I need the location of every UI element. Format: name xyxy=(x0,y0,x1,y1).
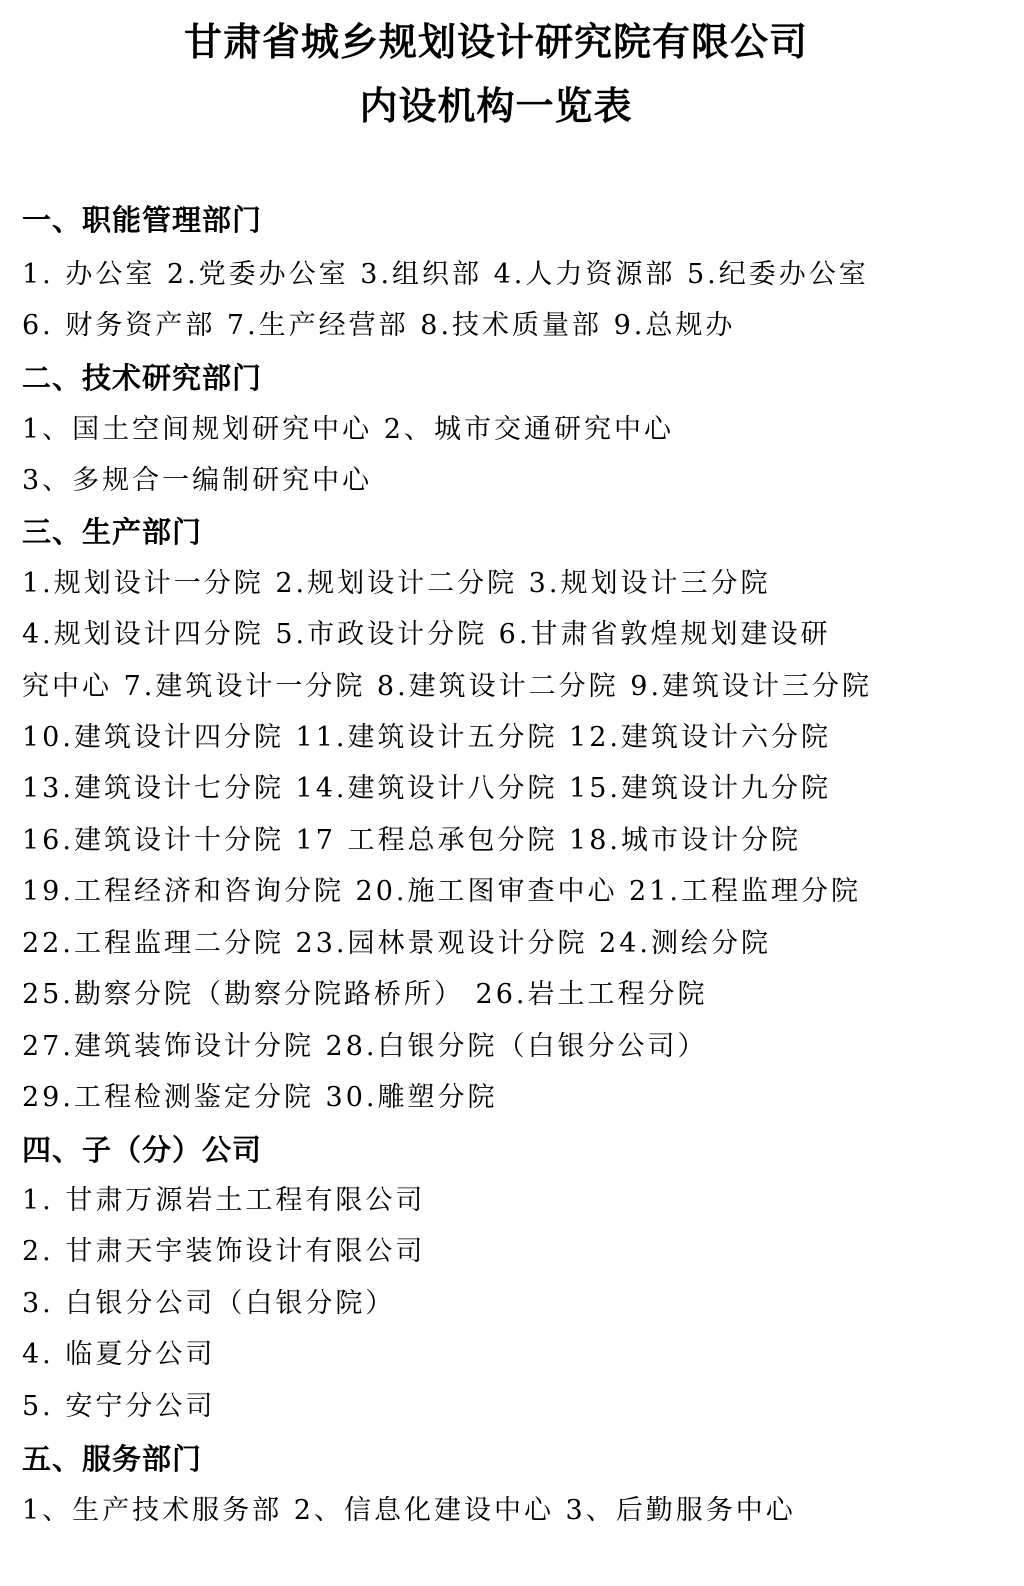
list-line: 4.规划设计四分院 5.市政设计分院 6.甘肃省敦煌规划建设研 xyxy=(22,619,831,650)
list-line: 25.勘察分院（勘察分院路桥所） 26.岩土工程分院 xyxy=(22,979,708,1010)
list-line: 3. 白银分公司（白银分院） xyxy=(22,1288,396,1319)
list-line: 4. 临夏分公司 xyxy=(22,1339,216,1370)
list-line: 3、多规合一编制研究中心 xyxy=(22,465,373,496)
section-heading-subsidiaries: 四、子（分）公司 xyxy=(22,1133,263,1167)
list-line: 1. 甘肃万源岩土工程有限公司 xyxy=(22,1185,426,1216)
section-heading-production: 三、生产部门 xyxy=(22,515,203,549)
list-line: 10.建筑设计四分院 11.建筑设计五分院 12.建筑设计六分院 xyxy=(22,722,831,753)
list-line: 27.建筑装饰设计分院 28.白银分院（白银分公司） xyxy=(22,1031,708,1062)
list-line: 1. 办公室 2.党委办公室 3.组织部 4.人力资源部 5.纪委办公室 xyxy=(22,259,869,290)
list-line: 29.工程检测鉴定分院 30.雕塑分院 xyxy=(22,1082,498,1113)
list-line: 13.建筑设计七分院 14.建筑设计八分院 15.建筑设计九分院 xyxy=(22,773,831,804)
list-line: 6. 财务资产部 7.生产经营部 8.技术质量部 9.总规办 xyxy=(22,310,736,341)
section-heading-management: 一、职能管理部门 xyxy=(22,203,263,237)
document-title-line-1: 甘肃省城乡规划设计研究院有限公司 xyxy=(183,20,808,64)
list-line: 19.工程经济和咨询分院 20.施工图审查中心 21.工程监理分院 xyxy=(22,876,861,907)
list-line: 5. 安宁分公司 xyxy=(22,1391,216,1422)
list-line: 22.工程监理二分院 23.园林景观设计分院 24.测绘分院 xyxy=(22,928,771,959)
list-line: 1、生产技术服务部 2、信息化建设中心 3、后勤服务中心 xyxy=(22,1495,796,1526)
list-line: 究中心 7.建筑设计一分院 8.建筑设计二分院 9.建筑设计三分院 xyxy=(22,671,873,702)
section-heading-services: 五、服务部门 xyxy=(22,1442,203,1476)
section-heading-research: 二、技术研究部门 xyxy=(22,361,263,395)
document-title-line-2: 内设机构一览表 xyxy=(359,84,633,128)
list-line: 2. 甘肃天宇装饰设计有限公司 xyxy=(22,1236,426,1267)
list-line: 16.建筑设计十分院 17 工程总承包分院 18.城市设计分院 xyxy=(22,825,801,856)
list-line: 1.规划设计一分院 2.规划设计二分院 3.规划设计三分院 xyxy=(22,568,771,599)
list-line: 1、国土空间规划研究中心 2、城市交通研究中心 xyxy=(22,414,674,445)
